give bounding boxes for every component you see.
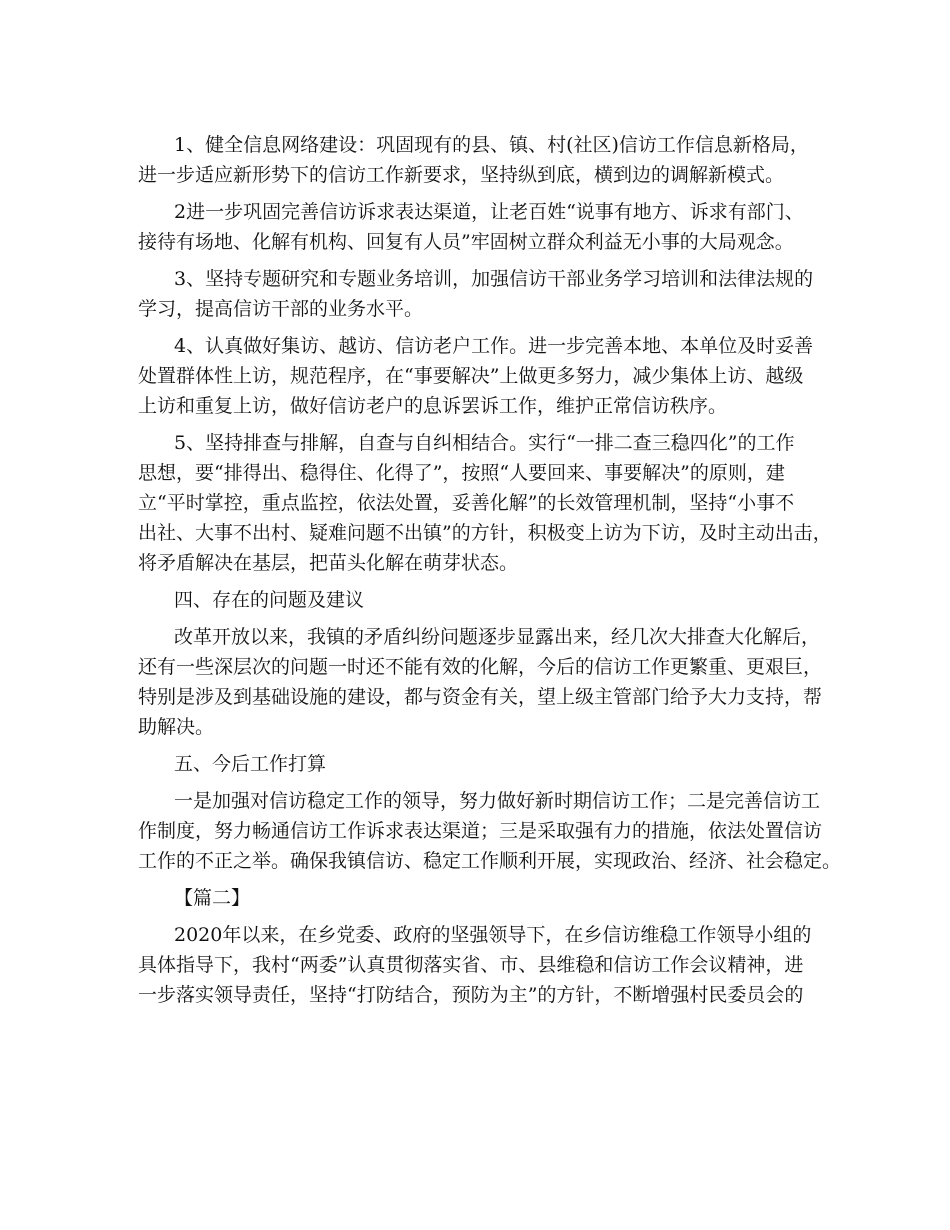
paragraph-first-line: 五、今后工作打算: [174, 753, 327, 775]
paragraph-first-line: 2进一步巩固完善信访诉求表达渠道，让老百姓“说事有地方、诉求有部门、: [174, 201, 804, 223]
paragraph-spacer: [138, 615, 828, 622]
paragraph-spacer: [138, 913, 828, 920]
paragraph-spacer: [138, 190, 828, 197]
paragraph-first-line: 四、存在的问题及建议: [174, 589, 365, 611]
paragraph-first-line: 【篇二】: [174, 887, 251, 909]
paragraph-line: 特别是涉及到基础设施的建设，都与资金有关，望上级主管部门给予大力支持，帮: [138, 686, 823, 708]
paragraph-line: 思想，要“排得出、稳得住、化得了”，按照“人要回来、事要解决”的原则，建: [138, 462, 785, 484]
paragraph-spacer: [138, 779, 828, 786]
paragraph: [138, 749, 828, 779]
paragraph-first-line: 改革开放以来，我镇的矛盾纠纷问题逐步显露出来，经几次大排查大化解后，: [174, 626, 821, 648]
paragraph-line: 进一步适应新形势下的信访工作新要求，坚持纵到底，横到边的调解新模式。: [138, 164, 785, 186]
document-body: [138, 130, 842, 1010]
paragraph-spacer: [138, 421, 828, 428]
paragraph-line: 作制度，努力畅通信访工作诉求表达渠道；三是采取强有力的措施，依法处置信访: [138, 820, 823, 842]
paragraph: [138, 883, 828, 913]
paragraph: [138, 428, 832, 578]
paragraph-spacer: [138, 324, 828, 331]
paragraph-first-line: 2020年以来，在乡党委、政府的坚强领导下，在乡信访维稳工作领导小组的: [174, 924, 812, 946]
paragraph: [138, 197, 828, 257]
paragraph-first-line: 5、坚持排查与排解，自查与自纠相结合。实行“一排二查三稳四化”的工作: [174, 432, 795, 454]
paragraph-spacer: [138, 742, 828, 749]
paragraph: [138, 786, 842, 876]
paragraph-line: 立“平时掌控，重点监控，依法处置，妥善化解”的长效管理机制，坚持“小事不: [138, 492, 795, 514]
paragraph-first-line: 1、健全信息网络建设：巩固现有的县、镇、村(社区)信访工作信息新格局，: [174, 134, 809, 156]
paragraph-line: 处置群体性上访，规范程序，在“事要解决”上做更多努力，减少集体上访、越级: [138, 365, 804, 387]
paragraph-line: 接待有场地、化解有机构、回复有人员”牢固树立群众利益无小事的大局观念。: [138, 231, 794, 253]
paragraph: [138, 920, 828, 1010]
paragraph-first-line: 3、坚持专题研究和专题业务培训，加强信访干部业务学习培训和法律法规的: [174, 268, 814, 290]
paragraph: [138, 585, 828, 615]
paragraph-line: 助解决。: [138, 716, 215, 738]
paragraph-line: 上访和重复上访，做好信访老户的息诉罢诉工作，维护正常信访秩序。: [138, 395, 728, 417]
paragraph-line: 学习，提高信访干部的业务水平。: [138, 298, 424, 320]
paragraph-line: 还有一些深层次的问题一时还不能有效的化解，今后的信访工作更繁重、更艰巨，: [138, 656, 823, 678]
paragraph-spacer: [138, 578, 828, 585]
paragraph: [138, 264, 828, 324]
paragraph: [138, 331, 828, 421]
paragraph: [138, 622, 828, 742]
paragraph-first-line: 4、认真做好集访、越访、信访老户工作。进一步完善本地、本单位及时妥善: [174, 335, 814, 357]
paragraph-first-line: 一是加强对信访稳定工作的领导，努力做好新时期信访工作；二是完善信访工: [174, 790, 821, 812]
paragraph-line: 工作的不正之举。确保我镇信访、稳定工作顺利开展，实现政治、经济、社会稳定。: [138, 850, 842, 872]
paragraph-line: 出社、大事不出村、疑难问题不出镇”的方针，积极变上访为下访，及时主动出击，: [138, 522, 832, 544]
paragraph-spacer: [138, 257, 828, 264]
paragraph-spacer: [138, 876, 828, 883]
paragraph-line: 将矛盾解决在基层，把苗头化解在萌芽状态。: [138, 552, 519, 574]
paragraph-line: 具体指导下，我村“两委”认真贯彻落实省、市、县维稳和信访工作会议精神，进: [138, 954, 804, 976]
paragraph: [138, 130, 828, 190]
paragraph-line: 一步落实领导责任，坚持“打防结合，预防为主”的方针，不断增强村民委员会的: [138, 984, 804, 1006]
